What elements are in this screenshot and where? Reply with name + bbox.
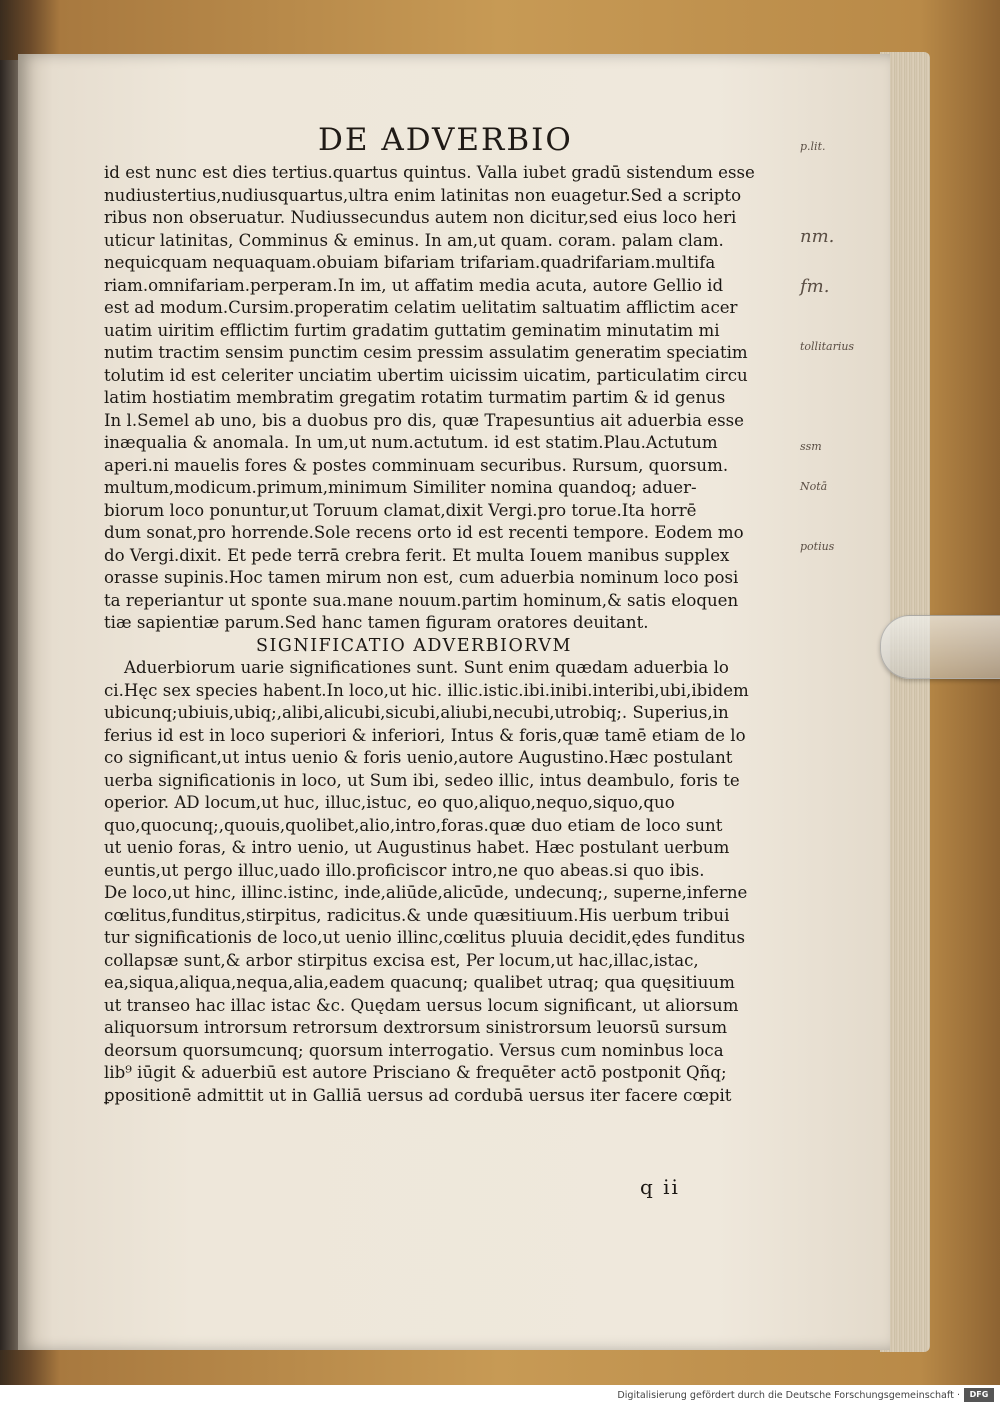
footer-credit: Digitalisierung gefördert durch die Deutsche Forschungsgemeinschaft · <box>617 1390 960 1401</box>
margin-note: nm. <box>800 226 835 247</box>
text-line: ci.Hęc sex species habent.In loco,ut hic. illic.istic.ibi.inibi.interibi,ubi,ibidem <box>104 680 749 700</box>
page-signature: q ii <box>640 1175 680 1199</box>
text-line: multum,modicum.primum,minimum Similiter nomina quandoq; aduer- <box>104 478 697 497</box>
section-subheading: SIGNIFICATIO ADVERBIORVM <box>256 635 572 656</box>
text-line: operior. AD locum,ut huc, illuc,istuc, eo quo,aliquo,nequo,siquo,quo <box>104 793 675 812</box>
text-line: orasse supinis.Hoc tamen mirum non est, cum aduerbia nominum loco posi <box>104 568 739 587</box>
text-line: ea,siqua,aliqua,nequa,alia,eadem quacunq; qualibet utraq; qua quęsitiuum <box>104 973 735 992</box>
margin-note: potius <box>800 540 835 553</box>
text-line: do Vergi.dixit. Et pede terrā crebra ferit. Et multa Iouem manibus supplex <box>104 545 730 565</box>
margin-note: Notā <box>800 480 828 493</box>
dfg-logo-icon: DFG <box>964 1388 994 1402</box>
text-line: ut transeo hac illac istac &c. Quędam uersus locum significant, ut aliorsum <box>104 995 739 1015</box>
margin-note: tollitarius <box>800 340 855 353</box>
text-line: uatim uiritim efflictim furtim gradatim guttatim geminatim minutatim mi <box>104 320 720 340</box>
text-line: nutim tractim sensim punctim cesim pressim assulatim generatim speciatim <box>104 343 748 362</box>
margin-note: p.lit. <box>800 140 826 153</box>
text-line: In l.Semel ab uno, bis a duobus pro dis, quæ Trapesuntius ait aduerbia esse <box>104 410 744 430</box>
text-block-2 <box>104 657 804 1107</box>
text-line: biorum loco ponuntur,ut Toruum clamat,dixit Vergi.pro torue.Ita horrē <box>104 500 697 520</box>
text-line: nequicquam nequaquam.obuiam bifariam trifariam.quadrifariam.multifa <box>104 253 716 272</box>
text-line: ubicunq;ubiuis,ubiq;,alibi,alicubi,sicubi,aliubi,necubi,utrobiq;. Superius,in <box>104 703 729 722</box>
text-line: tolutim id est celeriter unciatim ubertim uicissim uicatim, particulatim circu <box>104 365 748 385</box>
text-line: collapsæ sunt,& arbor stirpitus excisa est, Per locum,ut hac,illac,istac, <box>104 950 699 970</box>
text-line: aliquorsum introrsum retrorsum dextrorsum sinistrorsum leuorsū sursum <box>104 1018 728 1037</box>
text-line: quo,quocunq;,quouis,quolibet,alio,intro,foras.quæ duo etiam de loco sunt <box>104 815 723 835</box>
text-line: nudiustertius,nudiusquartus,ultra enim latinitas non euagetur.Sed a scripto <box>104 185 742 205</box>
text-line: dum sonat,pro horrende.Sole recens orto id est recenti tempore. Eodem mo <box>104 523 744 542</box>
text-line: inæqualia & anomala. In um,ut num.actutum. id est statim.Plau.Actutum <box>104 433 718 452</box>
text-line: tiæ sapientiæ parum.Sed hanc tamen figuram oratores deuitant. <box>104 613 649 632</box>
margin-note: fm. <box>800 276 830 297</box>
text-line: cœlitus,funditus,stirpitus, radicitus.& unde quæsitiuum.His uerbum tribui <box>104 905 730 925</box>
text-line: id est nunc est dies tertius.quartus quintus. Valla iubet gradū sistendum esse <box>104 163 755 182</box>
margin-note: ssm <box>800 440 822 453</box>
text-line: latim hostiatim membratim gregatim rotatim turmatim partim & id genus <box>104 388 726 407</box>
text-line: uerba significationis in loco, ut Sum ibi, sedeo illic, intus deambulo, foris te <box>104 770 740 790</box>
text-line: uticur latinitas, Comminus & eminus. In am,ut quam. coram. palam clam. <box>104 230 724 250</box>
text-line: aperi.ni mauelis fores & postes comminuam securibus. Rursum, quorsum. <box>104 455 729 475</box>
text-block-1 <box>104 162 804 635</box>
page-heading: DE ADVERBIO <box>318 122 573 158</box>
text-line: ut uenio foras, & intro uenio, ut Augustinus habet. Hæc postulant uerbum <box>104 838 730 857</box>
text-line: est ad modum.Cursim.properatim celatim uelitatim saltuatim afflictim acer <box>104 298 738 317</box>
text-line: De loco,ut hinc, illinc.istinc, inde,aliūde,alicūde, undecunq;, superne,inferne <box>104 883 748 902</box>
text-line: lib⁹ iūgit & aduerbiū est autore Prisciano & frequēter actō postponit Qñq; <box>104 1063 727 1082</box>
text-line: co significant,ut intus uenio & foris uenio,autore Augustino.Hæc postulant <box>104 748 733 767</box>
text-line: ꝑpositionē admittit ut in Galliā uersus ad cordubā uersus iter facere cœpit <box>104 1085 732 1105</box>
page-clip <box>880 615 1000 679</box>
text-line: Aduerbiorum uarie significationes sunt. Sunt enim quædam aduerbia lo <box>124 658 729 677</box>
text-line: tur significationis de loco,ut uenio illinc,cœlitus pluuia decidit,ędes funditus <box>104 928 745 947</box>
text-line: riam.omnifariam.perperam.In im, ut affatim media acuta, autore Gellio id <box>104 275 724 295</box>
text-line: deorsum quorsumcunq; quorsum interrogatio. Versus cum nominbus loca <box>104 1040 724 1060</box>
text-line: ribus non obseruatur. Nudiussecundus autem non dicitur,sed eius loco heri <box>104 208 737 227</box>
page-body <box>104 162 804 1107</box>
text-line: ta reperiantur ut sponte sua.mane nouum.partim hominum,& satis eloquen <box>104 590 739 610</box>
text-line: ferius id est in loco superiori & inferiori, Intus & foris,quæ tamē etiam de lo <box>104 725 746 745</box>
text-line: euntis,ut pergo illuc,uado illo.proficiscor intro,ne quo abeas.si quo ibis. <box>104 860 705 880</box>
